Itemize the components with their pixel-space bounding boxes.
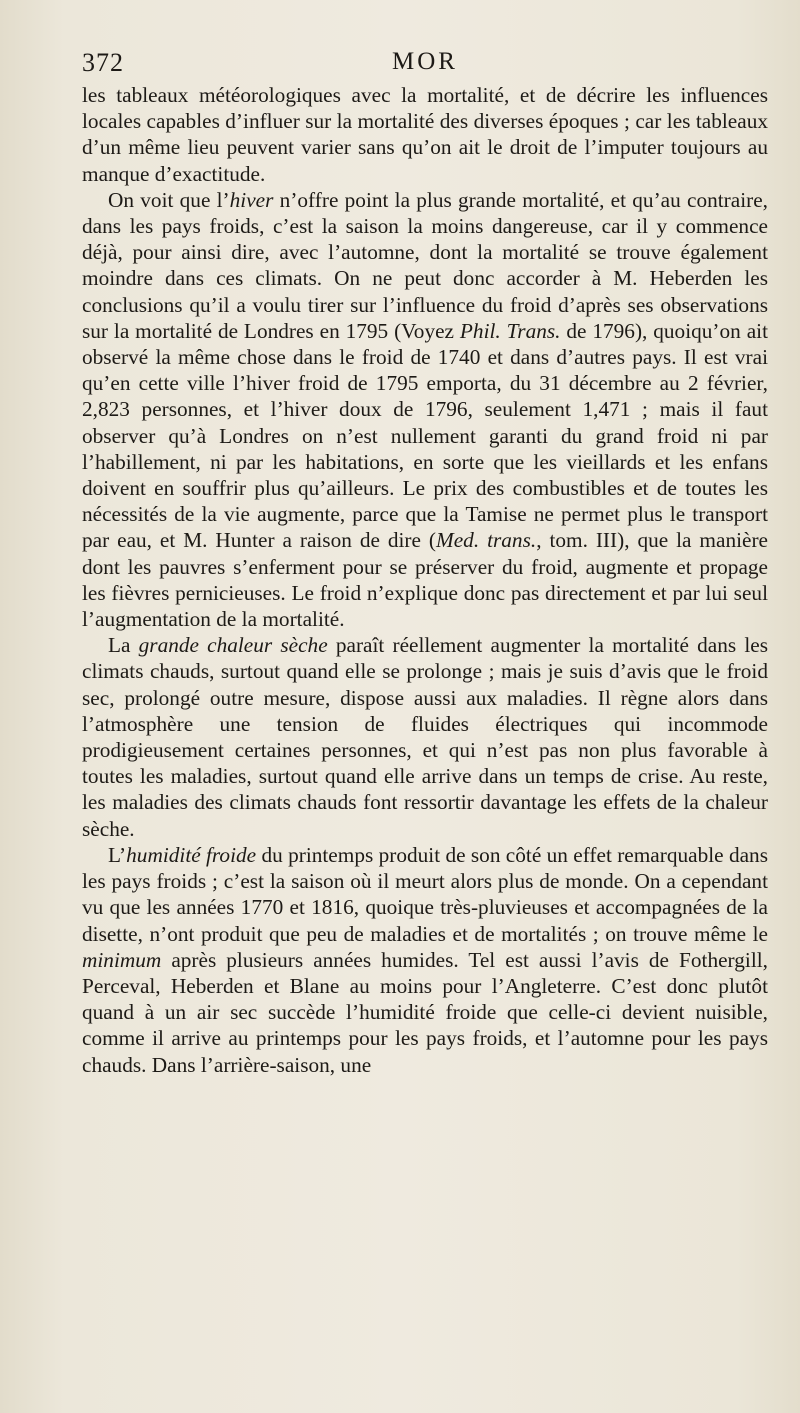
text-run: n’offre point la plus grande mortalité, et qu’au contraire, dans les pays froids, c’est la saison la moins dangereuse, car il y commence déjà, pour ainsi dire, avec l’automne, dont la mortalité se trouve également moindre dans ces climats. On ne peut donc accorder à M. Heberden les conclusions qu’il a voulu tirer sur l’influence du froid d’après ses observations sur la mortalité de Londres en 1795 (Voyez xyxy=(82,187,768,343)
italic-text: Med. trans. xyxy=(435,528,537,553)
paragraph xyxy=(82,632,768,842)
italic-text: minimum xyxy=(82,947,162,972)
page-header xyxy=(82,48,768,82)
paragraph xyxy=(82,82,768,187)
italic-text: humidité froide xyxy=(126,842,257,867)
text-run: On voit que l’ xyxy=(108,187,230,212)
body-text xyxy=(82,82,768,1078)
text-run: L’ xyxy=(108,842,127,867)
text-run: après plusieurs années humides. Tel est aussi l’avis de Fothergill, Perceval, Heberden et Blane au moins pour l’Angleterre. C’est donc plutôt quand à un air sec succède l’humidité froide que celle-ci devient nuisible, comme il arrive au printemps pour les pays froids, et l’automne pour les pays chauds. Dans l’arrière-saison, une xyxy=(82,947,768,1077)
text-run: les tableaux météorologiques avec la mortalité, et de décrire les influences locales capables d’influer sur la mortalité des diverses époques ; car les tableaux d’un même lieu peuvent varier sans qu’on ait le droit de l’imputer toujours au manque d’exactitude. xyxy=(82,83,768,186)
text-run: La xyxy=(108,633,139,658)
italic-text: grande chaleur sèche xyxy=(138,633,328,658)
page-number: 372 xyxy=(82,48,124,77)
running-head: MOR xyxy=(392,48,458,75)
italic-text: hiver xyxy=(229,187,274,212)
text-run: , tom. III), que la manière dont les pauvres s’enferment pour se préserver du froid, augmente et propage les fièvres pernicieuses. Le froid n’explique donc pas directement et par lui seul l’augmentation de la mortalité. xyxy=(82,528,769,632)
text-run: du printemps produit de son côté un effet remarquable dans les pays froids ; c’est la saison où il meurt alors plus de monde. On a cependant vu que les années 1770 et 1816, quoique très-pluvieuses et accompagnées de la disette, n’ont produit que peu de maladies et de mortalités ; on trouve même le xyxy=(82,842,768,946)
italic-text: Phil. Trans. xyxy=(459,318,561,343)
text-run: de 1796), quoiqu’on ait observé la même chose dans le froid de 1740 et dans d’autres pays. Il est vrai qu’en cette ville l’hiver froid de 1795 emporta, du 31 décembre au 2 février, 2,823 personnes, et l’hiver doux de 1796, seulement 1,471 ; mais il faut observer qu’à Londres on n’est nullement garanti du grand froid ni par l’habillement, ni par les habitations, en sorte que les vieillards et les enfans doivent en souffrir plus qu’ailleurs. Le prix des combustibles et de toutes les nécessités de la vie augmente, parce que la Tamise ne permet plus le transport par eau, et M. Hunter a raison de dire ( xyxy=(82,318,768,553)
paragraph xyxy=(82,842,768,1078)
paragraph xyxy=(82,187,768,632)
text-run: paraît réellement augmenter la mortalité dans les climats chauds, surtout quand elle se prolonge ; mais je suis d’avis que le froid sec, prolongé outre mesure, dispose aussi aux maladies. Il règne alors dans l’atmosphère une tension de fluides électriques qui incommode prodigieusement certaines personnes, et qui n’est pas non plus favorable à toutes les maladies, surtout quand elle arrive dans un temps de crise. Au reste, les maladies des climats chauds font ressortir davantage les effets de la chaleur sèche. xyxy=(82,633,769,841)
